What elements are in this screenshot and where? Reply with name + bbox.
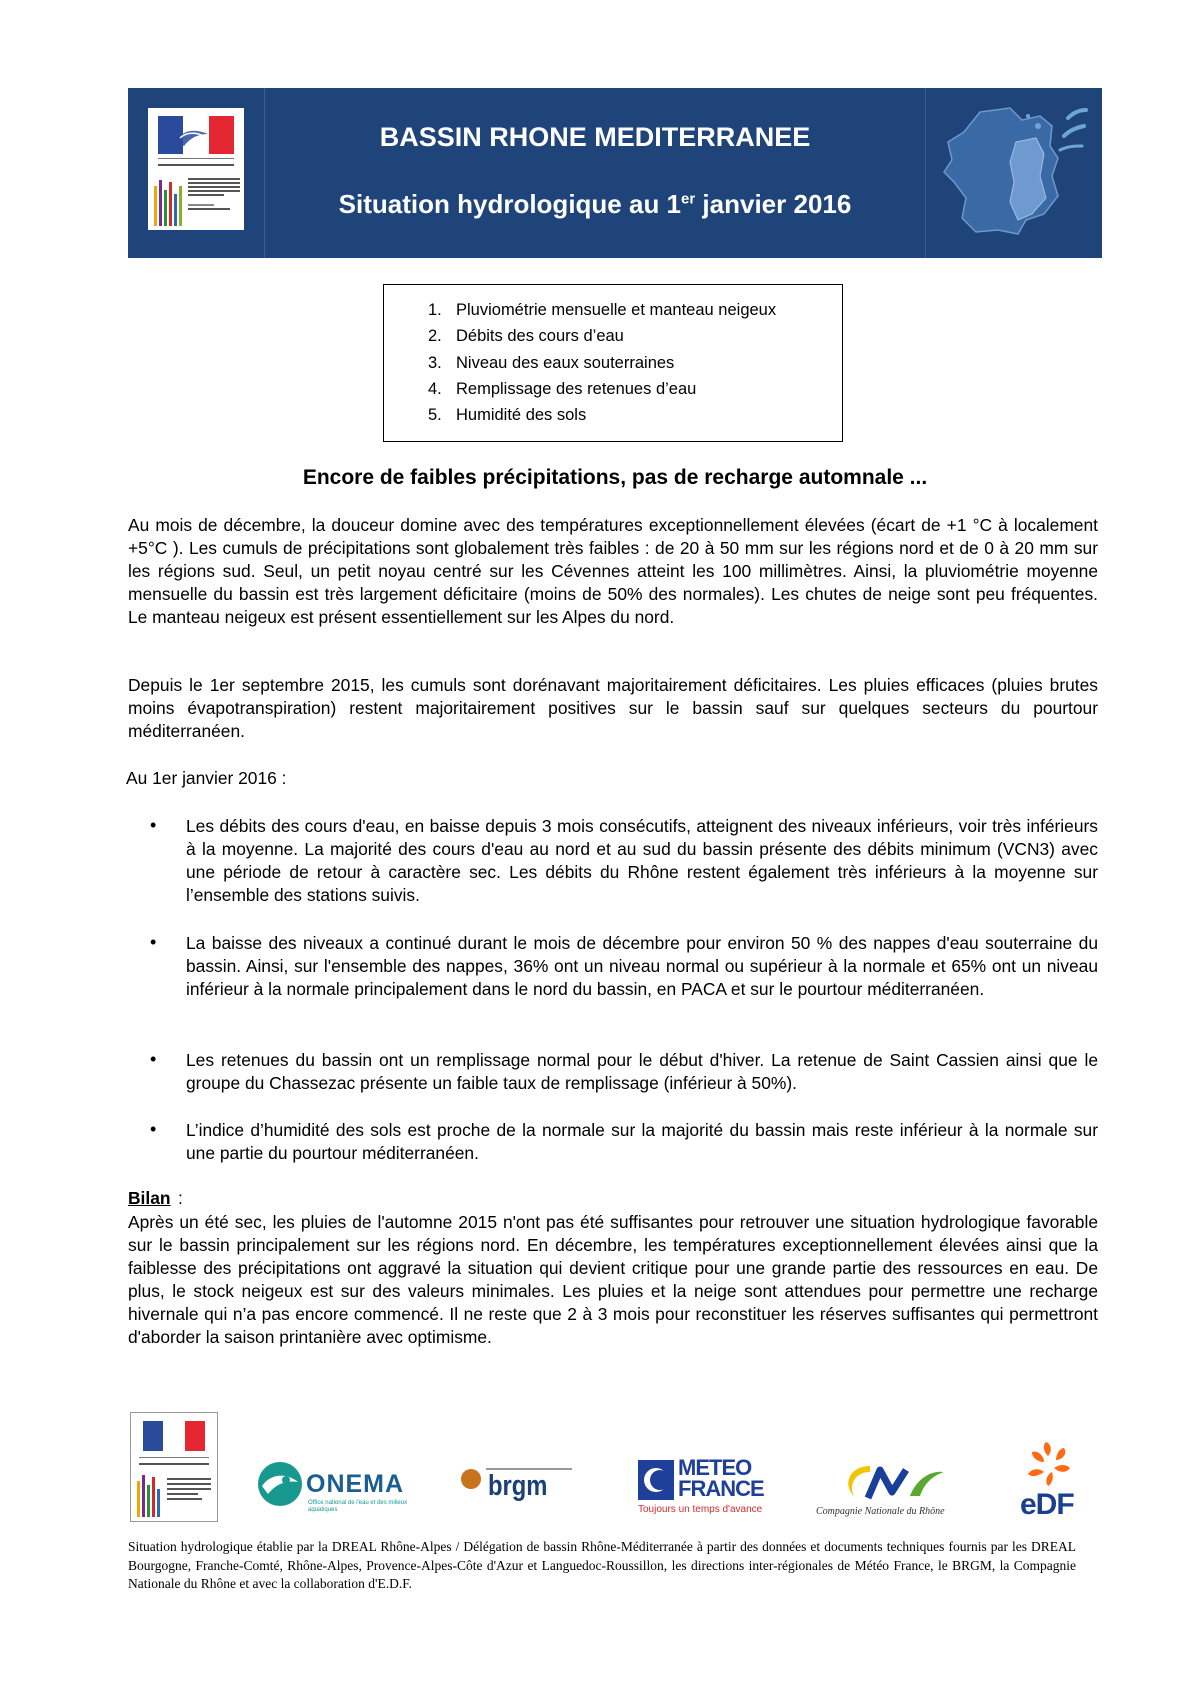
french-flag-icon (158, 116, 234, 154)
bullet-nappes: La baisse des niveaux a continué durant le mois de décembre pour environ 50 % des nappes d'eau souterraine du bassin. Ainsi, sur l'ensemble des nappes, 36% ont un niveau normal ou supérieur à la normale et 65% ont un niveau inférieur à la normale principalement dans le nord du bassin, en PACA et sur le pourtour méditerranéen. (186, 933, 1098, 999)
meteo-logo-line1: METEO (678, 1455, 752, 1480)
bilan-label: Bilan (128, 1188, 171, 1208)
header-left-panel (128, 88, 265, 258)
onema-logo-text: ONEMA (306, 1470, 405, 1498)
toc-item: 4. Remplissage des retenues d’eau (428, 380, 697, 398)
bullet-symbol: • (150, 1049, 157, 1069)
paragraph-pluviometrie: Au mois de décembre, la douceur domine avec des températures exceptionnellement élevées (écart de +1 °C à localement +5°C ). Les cumuls de précipitations sont globalement très faibles : de 20 à 50 mm sur les régions nord et de 0 à 20 mm sur les régions sud. Seul, un petit noyau centré sur les Cévennes atteint les 100 millimètres. Ainsi, la pluviométrie moyenne mensuelle du bassin est très largement déficitaire (moins de 50% des normales). Les chutes de neige sont peu fréquentes. Le manteau neigeux est présent essentiellement sur les Alpes du nord. (128, 515, 1098, 627)
bullet-humidite: L’indice d’humidité des sols est proche de la normale sur la majorité du bassin mais reste inférieur à la normale sur une partie du pourtour méditerranéen. (186, 1120, 1098, 1163)
bullet-symbol: • (150, 1119, 157, 1139)
brgm-logo-text: brgm (488, 1470, 548, 1502)
cnr-logo (812, 1462, 978, 1522)
brgm-dot-icon (460, 1468, 482, 1490)
bullet-symbol: • (150, 932, 157, 952)
dreal-logo-text (188, 176, 240, 212)
bullet-retenues: Les retenues du bassin ont un remplissage normal pour le début d'hiver. La retenue de Saint Cassien ainsi que le groupe du Chassezac présente un faible taux de remplissage (inférieur à 50%). (186, 1050, 1098, 1093)
table-of-contents (383, 284, 843, 442)
toc-item: 3. Niveau des eaux souterraines (428, 354, 675, 372)
header-subtitle: Situation hydrologique au 1er janvier 2016 (338, 189, 852, 219)
onema-logo (256, 1460, 412, 1520)
header-right-panel (925, 88, 1102, 258)
onema-logo-subtitle: Office national de l'eau et des milieux aquatiques (308, 1500, 408, 1513)
edf-logo-text: eDF (1020, 1488, 1074, 1521)
onema-wave-icon (256, 1460, 306, 1510)
toc-item: 2. Débits des cours d’eau (428, 327, 624, 345)
dreal-stripes-icon (154, 178, 184, 226)
cnr-emblem-icon (840, 1462, 950, 1502)
prefecture-logo (148, 108, 244, 230)
meteo-logo-tagline: Toujours un temps d'avance (638, 1504, 763, 1515)
ministry-stripes-icon (137, 1473, 165, 1517)
meteo-france-logo (638, 1455, 764, 1520)
france-map-icon (940, 102, 1090, 242)
toc-item: 5. Humidité des sols (428, 406, 587, 424)
bullet-debits: Les débits des cours d'eau, en baisse depuis 3 mois consécutifs, atteignent des niveaux inférieurs, voir très inférieurs à la moyenne. La majorité des cours d'eau au nord et au sud du bassin présente des débits minimum (VCN3) avec une période de retour à caractère sec. Les débits du Rhône restent également très inférieurs à la moyenne sur l’ensemble des stations suivis. (186, 816, 1098, 905)
header-band (128, 88, 1102, 258)
cnr-logo-caption: Compagnie Nationale du Rhône (816, 1506, 945, 1517)
header-title: BASSIN RHONE MEDITERRANEE (379, 122, 811, 152)
bilan-text: Après un été sec, les pluies de l'automne 2015 n'ont pas été suffisantes pour retrouver une situation hydrologique favorable sur le bassin principalement sur les régions nord. En décembre, les températures exceptionnellement élevées ainsi que la faiblesse des précipitations ont aggravé la situation qui devient critique pour une grande partie des ressources en eau. De plus, le stock neigeux est sur des valeurs minimales. Les pluies et la neige sont attendues pour permettre une recharge hivernale qui n’a pas encore commencé. Il ne reste que 2 à 3 mois pour reconstituer les réserves suffisantes qui permettront d'aborder la saison printanière avec optimisme. (128, 1212, 1098, 1347)
brgm-logo (460, 1462, 580, 1518)
paragraph-date-intro: Au 1er janvier 2016 : (126, 768, 287, 788)
toc-item: 1. Pluviométrie mensuelle et manteau neigeux (428, 301, 777, 319)
headline: Encore de faibles précipitations, pas de recharge automnale ... (302, 466, 928, 489)
paragraph-cumuls: Depuis le 1er septembre 2015, les cumuls sont dorénavant majoritairement déficitaires. Les pluies efficaces (pluies brutes moins évapotranspiration) restent majoritairement positives sur le bassin sauf sur quelques secteurs du pourtour méditerranéen. (128, 675, 1098, 741)
ministry-logo (130, 1412, 218, 1522)
edf-logo (1016, 1440, 1086, 1522)
bullet-symbol: • (150, 815, 157, 835)
footer-note: Situation hydrologique établie par la DREAL Rhône-Alpes / Délégation de bassin Rhône-Méditerranée à partir des données et documents techniques fournis par les DREAL Bourgogne, Franche-Comté, Rhône-Alpes, Provence-Alpes-Côte d'Azur et Languedoc-Roussillon, les directions inter-régionales de Météo France, le BRGM, la Compagnie Nationale du Rhône et avec la collaboration d'E.D.F. (128, 1539, 1076, 1591)
bilan-colon: : (178, 1188, 183, 1208)
meteo-logo-line2: FRANCE (678, 1476, 764, 1501)
meteo-france-emblem-icon (638, 1460, 674, 1500)
edf-sun-icon (1024, 1440, 1074, 1488)
